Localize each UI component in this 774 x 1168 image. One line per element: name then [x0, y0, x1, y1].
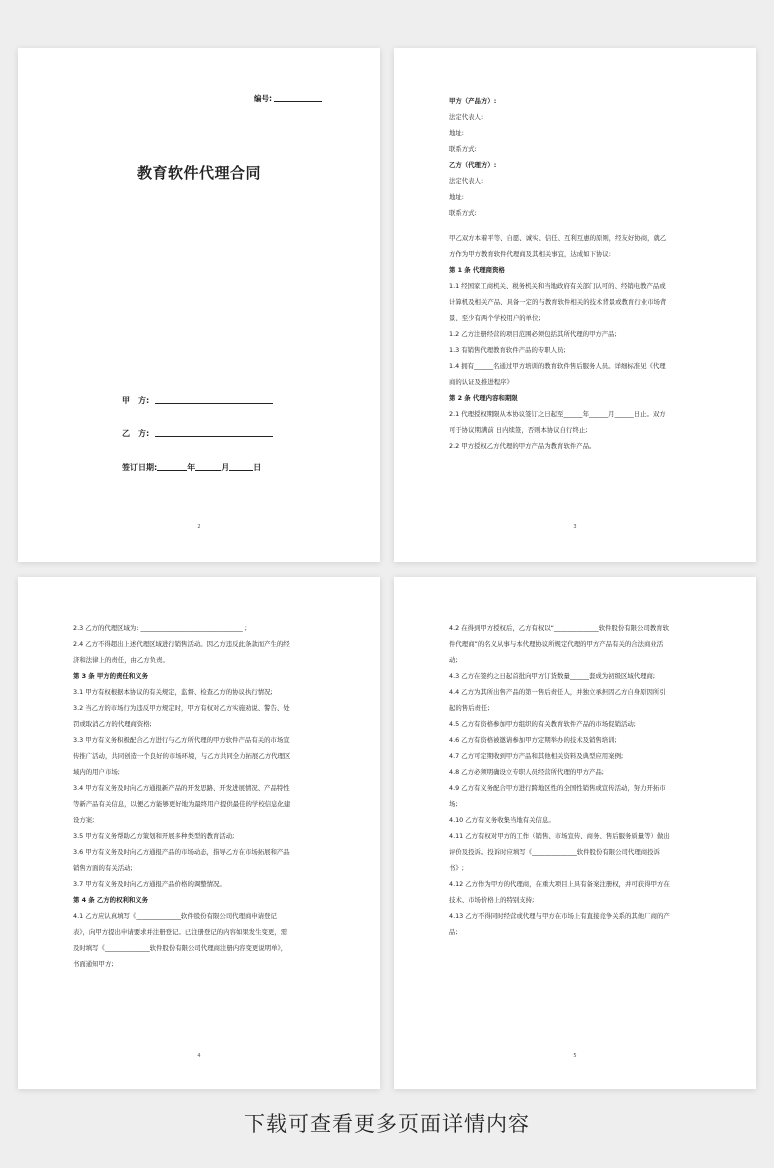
text-line: 表》，向甲方提出申请要求并注册登记。已注册登记的内容如果发生变更，需 — [73, 928, 288, 936]
year-blank — [157, 462, 187, 471]
text-line: 书》; — [449, 864, 464, 872]
page-number: 3 — [573, 524, 577, 530]
page-3-text-body — [449, 97, 702, 451]
text-line: 1.2 乙方注册经营的项目范围必须包括其所代理的甲方产品; — [449, 330, 617, 338]
text-line: 2.4 乙方不得超出上述代理区域进行销售活动。因乙方违反此条款而产生的经 — [73, 640, 290, 648]
month-blank — [195, 462, 221, 471]
page-number: 4 — [197, 1053, 201, 1059]
text-line: 1.3 有销售代理教育软件产品的专职人员; — [449, 346, 566, 354]
text-line: 品; — [449, 928, 458, 936]
month-label: 月 — [221, 463, 230, 472]
text-line: 商的认证及推进程序》 — [449, 378, 513, 386]
text-line: 4.2 在得到甲方授权后，乙方有权以“______________软件股份有限公司教育软 — [449, 624, 670, 632]
party-a-blank — [155, 395, 273, 404]
signing-date-label: 签订日期: — [122, 463, 158, 472]
text-line: 3.2 当乙方的市场行为违反甲方规定时，甲方有权对乙方实施劝说、警告、处 — [73, 704, 290, 712]
text-line: 2.1 代理授权期限从本协议签订之日起至______年______月______日止。双方 — [449, 410, 666, 418]
text-line: 场; — [449, 800, 458, 808]
text-line: 4.13 乙方不得同时经营或代理与甲方在市场上有直接竞争关系的其他厂商的产 — [449, 912, 670, 920]
party-a-signature-field — [122, 395, 273, 406]
text-line: 联系方式: — [449, 209, 477, 217]
download-more-caption: 下载可查看更多页面详情内容 — [244, 1112, 530, 1136]
text-line: 方作为甲方教育软件代理商及其相关事宜，达成如下协议: — [449, 250, 611, 258]
text-line: 及时填写《______________软件股份有限公司代理商注册内容变更说明单》， — [73, 944, 288, 952]
text-line: 销售方面的有关活动; — [73, 864, 133, 872]
text-line: 3.5 甲方有义务帮助乙方策划和开展多种类型的教育活动; — [73, 832, 235, 840]
text-line: 可于协议期满前 日内续签，否则本协议自行终止; — [449, 426, 588, 434]
text-line: 2.2 甲方授权乙方代理的甲方产品为教育软件产品。 — [449, 442, 596, 450]
text-line: 3.3 甲方有义务积极配合乙方进行与乙方所代理的甲方软件产品有关的市场宣 — [73, 736, 290, 744]
text-line: 2.3 乙方的代理区域为: ________________________________ ; — [73, 624, 247, 632]
section-heading: 第 4 条 乙方的权利和义务 — [73, 896, 149, 904]
section-heading: 第 1 条 代理商资格 — [449, 266, 505, 274]
text-line: 等新产品有关信息，以便乙方能够更好地为最终用户提供最佳的学校信息化建 — [73, 800, 291, 808]
text-line: 景、至少有两个学校用户的单位; — [449, 314, 541, 322]
text-line: 3.6 甲方有义务及时向乙方通报产品的市场动态，指导乙方在市场拓展和产品 — [73, 848, 290, 856]
text-line: 4.12 乙方作为甲方的代理商，在重大项目上具有备案注册权，并可获得甲方在 — [449, 880, 670, 888]
contract-title: 教育软件代理合同 — [136, 164, 261, 182]
text-line: 4.5 乙方有资格参加甲方组织的有关教育软件产品的市场促销活动; — [449, 720, 636, 728]
text-line: 4.6 乙方有资格被邀请参加甲方定期举办的技术及销售培训; — [449, 736, 617, 744]
contract-number-label: 编号: — [254, 94, 272, 103]
text-line: 3.4 甲方有义务及时向乙方通报新产品的开发思路、开发进展情况、产品特性 — [73, 784, 290, 792]
document-page-3 — [394, 48, 756, 562]
text-line: 罚或取消乙方的代理商资格; — [73, 720, 152, 728]
text-line: 地址: — [449, 193, 464, 201]
text-line: 计算机及相关产品、具备一定的与教育软件相关的技术背景或教育行业市场背 — [449, 298, 667, 306]
page-number: 5 — [573, 1053, 577, 1059]
party-b-blank — [155, 428, 273, 437]
page-number: 2 — [197, 524, 201, 530]
text-line: 传推广活动，共同创造一个良好的市场环境，与乙方共同全力拓展乙方代理区 — [73, 752, 291, 760]
text-line: 书面通知甲方; — [73, 960, 114, 968]
section-heading: 第 2 条 代理内容和期限 — [449, 394, 518, 402]
text-line: 1.4 拥有______名通过甲方培训的教育软件售后服务人员。详细标准见《代理 — [449, 362, 666, 370]
text-line: 1.1 经国家工商机关、税务机关和当地政府有关部门认可的、经销电教产品或 — [449, 282, 666, 290]
text-line: 4.3 乙方在签约之日起首批向甲方订货数量______套成为初级区域代理商; — [449, 672, 656, 680]
text-line: 动; — [449, 656, 458, 664]
party-b-label: 乙 方: — [122, 429, 150, 438]
page-4-text-body — [73, 624, 326, 969]
document-page-5 — [394, 577, 756, 1089]
text-line: 甲乙双方本着平等、自愿、诚实、信任、互利互惠的原则，经友好协商，就乙 — [449, 234, 667, 242]
text-line: 4.10 乙方有义务收集当地有关信息。 — [449, 816, 555, 824]
year-label: 年 — [187, 463, 196, 472]
text-line: 3.1 甲方有权根据本协议的有关规定，监督、检查乙方的协议执行情况; — [73, 688, 273, 696]
text-line: 域内的用户市场; — [73, 768, 120, 776]
document-page-2 — [18, 48, 380, 562]
text-line: 4.11 乙方有权对甲方的工作（销售、市场宣传、商务、售后服务质量等）做出 — [449, 832, 670, 840]
text-line: 4.8 乙方必须明确设立专职人员经营所代理的甲方产品; — [449, 768, 604, 776]
text-line: 评价及投诉。投诉时应填写《______________软件股份有限公司代理商投诉 — [449, 848, 660, 856]
text-line: 济和法律上的责任，由乙方负责。 — [73, 656, 169, 664]
text-line: 法定代表人: — [449, 113, 484, 121]
section-heading: 乙方（代理方）: — [449, 161, 497, 169]
party-b-signature-field — [122, 428, 273, 439]
text-line: 起的售后责任; — [449, 704, 490, 712]
text-line: 件代理商”的名义从事与本代理协议所规定代理的甲方产品有关的合法商业活 — [449, 640, 664, 648]
section-heading: 第 3 条 甲方的责任和义务 — [73, 672, 149, 680]
text-line: 4.4 乙方为其所出售产品的第一售后责任人，并独立承担因乙方自身原因所引 — [449, 688, 666, 696]
text-line: 4.1 乙方应认真填写《______________软件股份有限公司代理商申请登记 — [73, 912, 277, 920]
contract-number-field — [254, 93, 322, 104]
text-line: 4.7 乙方可定期收到甲方产品和其他相关资料及典型应用案例; — [449, 752, 624, 760]
text-line: 3.7 甲方有义务及时向乙方通报产品价格的调整情况。 — [73, 880, 226, 888]
text-line: 4.9 乙方有义务配合甲方进行跨地区性的全国性销售或宣传活动，努力开拓市 — [449, 784, 666, 792]
text-line: 联系方式: — [449, 145, 477, 153]
document-page-4 — [18, 577, 380, 1089]
contract-number-blank — [274, 94, 322, 102]
section-heading: 甲方（产品方）: — [449, 97, 497, 105]
text-line: 设方案; — [73, 816, 95, 824]
page-5-text-body — [449, 624, 702, 937]
party-a-label: 甲 方: — [122, 396, 150, 405]
day-blank — [229, 462, 253, 471]
day-label: 日 — [253, 463, 262, 472]
text-line: 地址: — [449, 129, 464, 137]
text-line: 技术、市场价格上的特别支持; — [449, 896, 535, 904]
signing-date-field — [122, 462, 261, 473]
text-line: 法定代表人: — [449, 177, 484, 185]
